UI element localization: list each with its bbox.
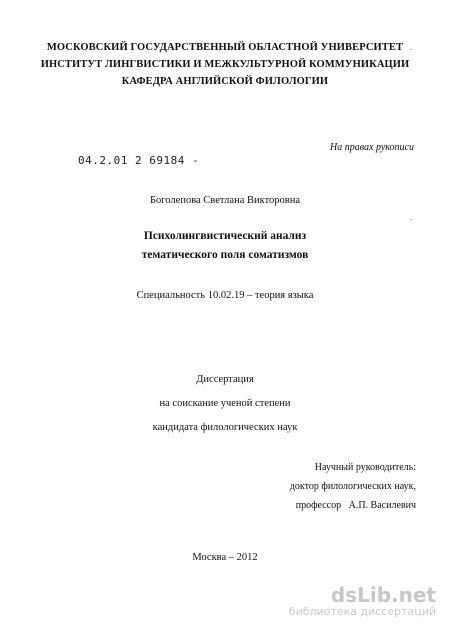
department-name: КАФЕДРА АНГЛИЙСКОЙ ФИЛОЛОГИИ: [121, 76, 329, 87]
city-year: Москва – 2012: [192, 552, 258, 563]
supervisor-degree: доктор филологических наук,: [289, 481, 416, 492]
watermark: [289, 583, 436, 618]
specialty: Специальность 10.02.19 – теория языка: [136, 290, 314, 301]
degree-type: Диссертация: [196, 374, 254, 385]
supervisor-label: Научный руководитель:: [314, 462, 416, 473]
scan-mark: .: [410, 212, 413, 222]
manuscript-rights-note: На правах рукописи: [330, 142, 414, 153]
registration-code: 04.2.01 2 69184 -: [78, 154, 200, 167]
institute-name: ИНСТИТУТ ЛИНГВИСТИКИ И МЕЖКУЛЬТУРНОЙ КОММУНИКАЦИИ: [40, 59, 410, 70]
degree-field: кандидата филологических наук: [152, 422, 298, 433]
author-name: Боголепова Светлана Викторовна: [149, 195, 301, 206]
degree-purpose: на соискание ученой степени: [159, 398, 291, 409]
thesis-title-line2: тематического поля соматизмов: [141, 249, 309, 261]
watermark-subtitle: библиотека диссертаций: [288, 605, 436, 618]
thesis-title-line1: Психолингвистический анализ: [143, 230, 307, 242]
scan-mark: .: [410, 42, 413, 52]
university-name: МОСКОВСКИЙ ГОСУДАРСТВЕННЫЙ ОБЛАСТНОЙ УНИВЕРСИТЕТ: [46, 42, 404, 53]
supervisor-name: профессор А.П. Василевич: [295, 500, 416, 511]
watermark-logo: dsLib.net: [330, 583, 436, 607]
